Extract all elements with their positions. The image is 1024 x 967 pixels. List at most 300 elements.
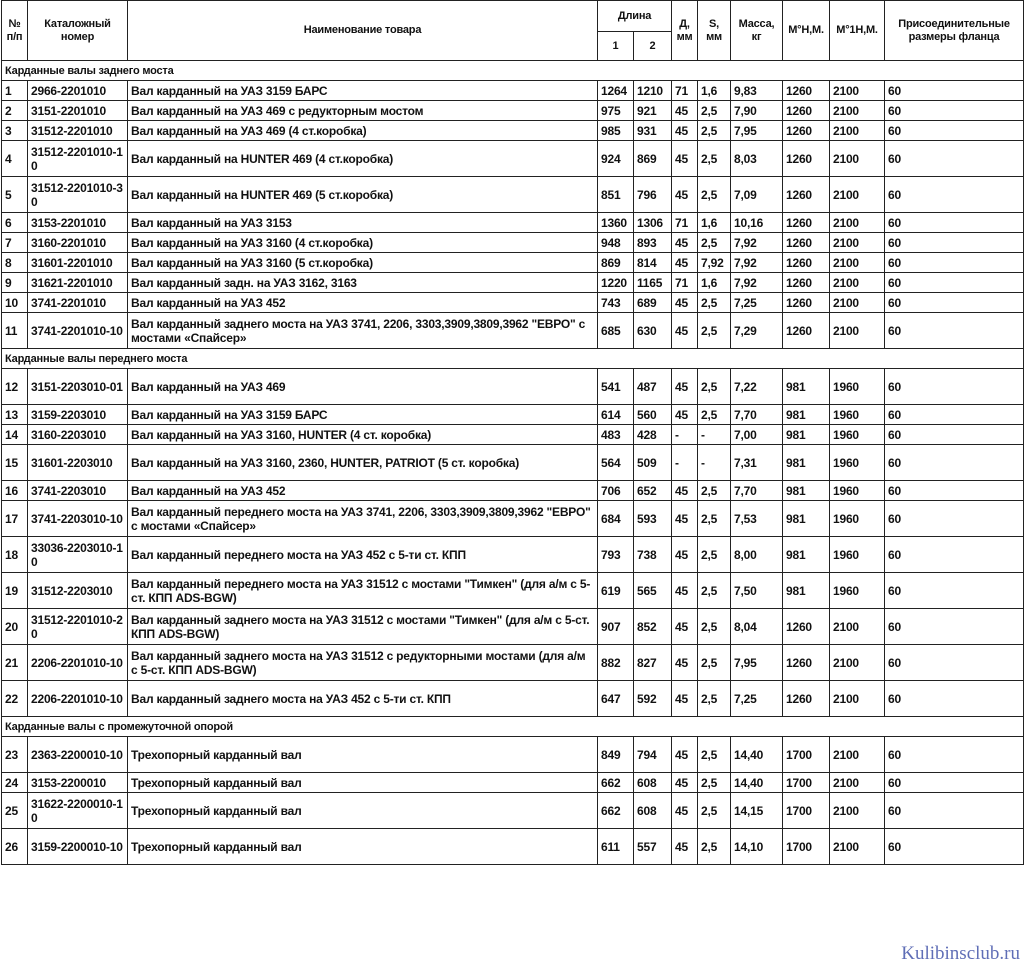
header-catalog: Каталожный номер [28,1,128,61]
cell-mn: 1700 [783,829,830,865]
cell-m1n: 2100 [830,793,885,829]
table-row [2,425,1024,445]
cell-mass: 8,04 [731,609,783,645]
cell-s: 2,5 [698,829,731,865]
cell-mass: 7,53 [731,501,783,537]
cell-len2: 794 [634,737,672,773]
cell-len1: 564 [598,445,634,481]
cell-len1: 907 [598,609,634,645]
header-len1: 1 [598,32,634,61]
cell-mass: 7,95 [731,121,783,141]
cell-flange: 60 [885,81,1024,101]
cell-catalog: 31601-2201010 [28,253,128,273]
table-row [2,609,1024,645]
cell-catalog: 2363-2200010-10 [28,737,128,773]
cell-catalog: 3159-2200010-10 [28,829,128,865]
cell-m1n: 2100 [830,609,885,645]
cell-mn: 981 [783,405,830,425]
cell-num: 21 [2,645,28,681]
table-row [2,369,1024,405]
cell-flange: 60 [885,369,1024,405]
cell-m1n: 2100 [830,273,885,293]
cell-mn: 1700 [783,773,830,793]
cell-mn: 1260 [783,645,830,681]
cell-mn: 981 [783,445,830,481]
cell-mass: 8,00 [731,537,783,573]
cell-flange: 60 [885,645,1024,681]
header-len2: 2 [634,32,672,61]
section-title: Карданные валы заднего моста [2,61,1024,81]
cell-d: - [672,425,698,445]
cell-len1: 483 [598,425,634,445]
cell-name: Трехопорный карданный вал [128,737,598,773]
table-row [2,81,1024,101]
cell-m1n: 1960 [830,481,885,501]
cell-s: 2,5 [698,737,731,773]
cell-len1: 1264 [598,81,634,101]
cell-catalog: 2206-2201010-10 [28,681,128,717]
cell-mn: 1700 [783,737,830,773]
cell-name: Вал карданный на УАЗ 3159 БАРС [128,405,598,425]
cell-d: 45 [672,141,698,177]
cell-s: 2,5 [698,233,731,253]
cell-mn: 981 [783,425,830,445]
table-row [2,293,1024,313]
cell-name: Вал карданный на УАЗ 3153 [128,213,598,233]
cell-flange: 60 [885,829,1024,865]
cell-num: 23 [2,737,28,773]
cell-s: 1,6 [698,213,731,233]
cell-s: - [698,425,731,445]
cell-len1: 948 [598,233,634,253]
cell-name: Вал карданный на УАЗ 3160, 2360, HUNTER, PATRIOT (5 ст. коробка) [128,445,598,481]
cell-catalog: 3151-2201010 [28,101,128,121]
cell-mass: 9,83 [731,81,783,101]
cell-m1n: 2100 [830,829,885,865]
cell-s: 2,5 [698,405,731,425]
cell-mass: 7,22 [731,369,783,405]
cell-mn: 1260 [783,681,830,717]
cell-flange: 60 [885,313,1024,349]
cell-m1n: 1960 [830,425,885,445]
cell-m1n: 2100 [830,313,885,349]
cell-len2: 1165 [634,273,672,293]
cell-name: Вал карданный на УАЗ 3160 (5 ст.коробка) [128,253,598,273]
cell-mn: 1260 [783,141,830,177]
table-row [2,737,1024,773]
header-d: Д, мм [672,1,698,61]
cell-mass: 7,25 [731,293,783,313]
table-row [2,773,1024,793]
cell-catalog: 31622-2200010-10 [28,793,128,829]
cell-len2: 592 [634,681,672,717]
cell-num: 4 [2,141,28,177]
cell-mass: 7,92 [731,233,783,253]
cell-s: 2,5 [698,609,731,645]
cell-d: 45 [672,681,698,717]
cell-len2: 560 [634,405,672,425]
parts-table [1,0,1024,865]
cell-s: 2,5 [698,773,731,793]
cell-len1: 541 [598,369,634,405]
cell-s: 1,6 [698,81,731,101]
cell-name: Трехопорный карданный вал [128,793,598,829]
cell-mass: 7,90 [731,101,783,121]
cell-len2: 593 [634,501,672,537]
cell-d: 45 [672,737,698,773]
cell-d: 45 [672,481,698,501]
cell-s: 2,5 [698,313,731,349]
cell-len1: 619 [598,573,634,609]
cell-flange: 60 [885,481,1024,501]
cell-m1n: 1960 [830,369,885,405]
cell-num: 19 [2,573,28,609]
cell-s: 2,5 [698,369,731,405]
cell-m1n: 2100 [830,737,885,773]
cell-name: Вал карданный на УАЗ 3160, HUNTER (4 ст. коробка) [128,425,598,445]
cell-mn: 981 [783,537,830,573]
cell-num: 16 [2,481,28,501]
table-row [2,273,1024,293]
cell-mn: 1260 [783,177,830,213]
cell-name: Трехопорный карданный вал [128,773,598,793]
cell-catalog: 3741-2203010 [28,481,128,501]
cell-mass: 7,92 [731,273,783,293]
cell-name: Вал карданный на УАЗ 469 с редукторным мостом [128,101,598,121]
cell-d: 45 [672,101,698,121]
cell-s: 2,5 [698,121,731,141]
table-row [2,101,1024,121]
cell-catalog: 31601-2203010 [28,445,128,481]
cell-d: 45 [672,793,698,829]
cell-mass: 7,00 [731,425,783,445]
cell-mn: 1260 [783,273,830,293]
cell-catalog: 31512-2201010-30 [28,177,128,213]
section-row [2,349,1024,369]
cell-d: 45 [672,253,698,273]
cell-flange: 60 [885,573,1024,609]
cell-mn: 981 [783,573,830,609]
cell-num: 11 [2,313,28,349]
cell-catalog: 31512-2201010-10 [28,141,128,177]
cell-len1: 793 [598,537,634,573]
cell-num: 18 [2,537,28,573]
cell-d: 71 [672,213,698,233]
header-name: Наименование товара [128,1,598,61]
cell-flange: 60 [885,537,1024,573]
cell-flange: 60 [885,609,1024,645]
cell-s: - [698,445,731,481]
cell-name: Вал карданный на HUNTER 469 (4 ст.коробка) [128,141,598,177]
cell-d: 45 [672,233,698,253]
cell-mn: 1260 [783,213,830,233]
cell-len2: 608 [634,773,672,793]
cell-catalog: 3153-2200010 [28,773,128,793]
cell-len2: 931 [634,121,672,141]
cell-s: 7,92 [698,253,731,273]
cell-flange: 60 [885,141,1024,177]
table-row [2,481,1024,501]
cell-mass: 14,40 [731,773,783,793]
cell-num: 6 [2,213,28,233]
cell-name: Вал карданный на УАЗ 3160 (4 ст.коробка) [128,233,598,253]
table-row [2,537,1024,573]
header-flange: Присоединительные размеры фланца [885,1,1024,61]
cell-mn: 1260 [783,313,830,349]
cell-len2: 509 [634,445,672,481]
cell-d: 45 [672,573,698,609]
cell-mass: 14,40 [731,737,783,773]
header-s: S, мм [698,1,731,61]
cell-name: Вал карданный на УАЗ 3159 БАРС [128,81,598,101]
cell-catalog: 3159-2203010 [28,405,128,425]
cell-mass: 7,25 [731,681,783,717]
section-row [2,61,1024,81]
cell-name: Вал карданный заднего моста на УАЗ 31512 с мостами "Тимкен" (для а/м с 5-ст. КПП ADS-BGW) [128,609,598,645]
cell-flange: 60 [885,293,1024,313]
section-title: Карданные валы переднего моста [2,349,1024,369]
table-row [2,793,1024,829]
cell-num: 22 [2,681,28,717]
cell-flange: 60 [885,101,1024,121]
cell-flange: 60 [885,793,1024,829]
cell-m1n: 2100 [830,645,885,681]
cell-num: 24 [2,773,28,793]
cell-num: 7 [2,233,28,253]
table-row [2,445,1024,481]
cell-mn: 981 [783,369,830,405]
cell-num: 1 [2,81,28,101]
table-row [2,645,1024,681]
cell-m1n: 2100 [830,141,885,177]
section-title: Карданные валы с промежуточной опорой [2,717,1024,737]
cell-catalog: 2966-2201010 [28,81,128,101]
table-row [2,573,1024,609]
table-row [2,233,1024,253]
cell-len1: 869 [598,253,634,273]
cell-m1n: 2100 [830,101,885,121]
header-mass: Масса, кг [731,1,783,61]
cell-mass: 10,16 [731,213,783,233]
cell-len2: 796 [634,177,672,213]
cell-flange: 60 [885,737,1024,773]
cell-mass: 7,31 [731,445,783,481]
cell-flange: 60 [885,213,1024,233]
cell-flange: 60 [885,121,1024,141]
cell-catalog: 3160-2203010 [28,425,128,445]
cell-name: Вал карданный переднего моста на УАЗ 31512 с мостами "Тимкен" (для а/м с 5-ст. КПП ADS-BGW) [128,573,598,609]
cell-d: - [672,445,698,481]
cell-catalog: 3153-2201010 [28,213,128,233]
cell-flange: 60 [885,177,1024,213]
cell-len2: 428 [634,425,672,445]
cell-mass: 7,95 [731,645,783,681]
cell-d: 45 [672,501,698,537]
cell-mass: 14,10 [731,829,783,865]
cell-len2: 921 [634,101,672,121]
cell-name: Вал карданный на УАЗ 452 [128,481,598,501]
cell-s: 2,5 [698,177,731,213]
cell-name: Вал карданный переднего моста на УАЗ 452 с 5-ти ст. КПП [128,537,598,573]
cell-mn: 1260 [783,609,830,645]
header-num: № п/п [2,1,28,61]
cell-mn: 981 [783,481,830,501]
cell-len2: 630 [634,313,672,349]
cell-d: 71 [672,81,698,101]
header-length: Длина [598,1,672,32]
cell-m1n: 2100 [830,773,885,793]
cell-flange: 60 [885,681,1024,717]
cell-len1: 849 [598,737,634,773]
cell-mn: 1260 [783,101,830,121]
cell-len2: 1210 [634,81,672,101]
table-row [2,405,1024,425]
cell-d: 45 [672,369,698,405]
cell-catalog: 2206-2201010-10 [28,645,128,681]
cell-mn: 981 [783,501,830,537]
cell-catalog: 3741-2201010 [28,293,128,313]
cell-len2: 1306 [634,213,672,233]
header-m1n: М°1Н,М. [830,1,885,61]
cell-num: 2 [2,101,28,121]
cell-name: Вал карданный заднего моста на УАЗ 31512 с редукторными мостами (для а/м с 5-ст. КПП ADS-BGW) [128,645,598,681]
cell-len1: 924 [598,141,634,177]
cell-mn: 1260 [783,233,830,253]
cell-name: Трехопорный карданный вал [128,829,598,865]
cell-mass: 7,70 [731,481,783,501]
cell-catalog: 3160-2201010 [28,233,128,253]
cell-s: 2,5 [698,481,731,501]
cell-len1: 662 [598,793,634,829]
cell-s: 2,5 [698,793,731,829]
cell-s: 2,5 [698,101,731,121]
cell-name: Вал карданный на УАЗ 469 [128,369,598,405]
cell-flange: 60 [885,501,1024,537]
cell-m1n: 1960 [830,445,885,481]
cell-flange: 60 [885,253,1024,273]
cell-catalog: 3741-2203010-10 [28,501,128,537]
cell-num: 25 [2,793,28,829]
cell-m1n: 1960 [830,573,885,609]
cell-num: 10 [2,293,28,313]
cell-name: Вал карданный заднего моста на УАЗ 3741, 2206, 3303,3909,3809,3962 "ЕВРО" с мостами «Спайсер» [128,313,598,349]
table-row [2,121,1024,141]
cell-len2: 827 [634,645,672,681]
cell-mn: 1260 [783,293,830,313]
cell-len2: 869 [634,141,672,177]
cell-flange: 60 [885,405,1024,425]
cell-m1n: 1960 [830,537,885,573]
cell-m1n: 1960 [830,405,885,425]
cell-len1: 975 [598,101,634,121]
cell-d: 45 [672,829,698,865]
cell-name: Вал карданный заднего моста на УАЗ 452 с 5-ти ст. КПП [128,681,598,717]
table-row [2,177,1024,213]
table-row [2,213,1024,233]
cell-num: 12 [2,369,28,405]
cell-d: 45 [672,609,698,645]
cell-s: 1,6 [698,273,731,293]
cell-catalog: 31512-2203010 [28,573,128,609]
cell-m1n: 1960 [830,501,885,537]
cell-name: Вал карданный переднего моста на УАЗ 3741, 2206, 3303,3909,3809,3962 "ЕВРО" с мостами «Спайсер» [128,501,598,537]
cell-name: Вал карданный задн. на УАЗ 3162, 3163 [128,273,598,293]
table-row [2,829,1024,865]
cell-len2: 738 [634,537,672,573]
cell-len2: 814 [634,253,672,273]
cell-num: 5 [2,177,28,213]
cell-num: 17 [2,501,28,537]
cell-s: 2,5 [698,573,731,609]
cell-len2: 652 [634,481,672,501]
cell-flange: 60 [885,425,1024,445]
table-row [2,141,1024,177]
cell-s: 2,5 [698,501,731,537]
cell-len1: 985 [598,121,634,141]
cell-d: 45 [672,313,698,349]
cell-m1n: 2100 [830,177,885,213]
cell-m1n: 2100 [830,121,885,141]
cell-len1: 1360 [598,213,634,233]
cell-mass: 7,92 [731,253,783,273]
table-row [2,501,1024,537]
cell-catalog: 3741-2201010-10 [28,313,128,349]
cell-mn: 1700 [783,793,830,829]
cell-num: 9 [2,273,28,293]
cell-m1n: 2100 [830,253,885,273]
cell-name: Вал карданный на HUNTER 469 (5 ст.коробка) [128,177,598,213]
cell-d: 45 [672,177,698,213]
cell-mass: 7,29 [731,313,783,349]
cell-d: 45 [672,121,698,141]
cell-d: 71 [672,273,698,293]
cell-mass: 14,15 [731,793,783,829]
cell-len1: 647 [598,681,634,717]
cell-d: 45 [672,405,698,425]
table-row [2,313,1024,349]
cell-name: Вал карданный на УАЗ 452 [128,293,598,313]
cell-catalog: 33036-2203010-10 [28,537,128,573]
cell-len1: 684 [598,501,634,537]
cell-m1n: 2100 [830,81,885,101]
cell-mass: 7,70 [731,405,783,425]
watermark: Kulibinsclub.ru [901,943,1020,964]
cell-len1: 1220 [598,273,634,293]
section-row [2,717,1024,737]
cell-d: 45 [672,537,698,573]
cell-len1: 851 [598,177,634,213]
table-row [2,681,1024,717]
cell-catalog: 31621-2201010 [28,273,128,293]
cell-catalog: 31512-2201010-20 [28,609,128,645]
cell-len1: 685 [598,313,634,349]
cell-m1n: 2100 [830,213,885,233]
cell-s: 2,5 [698,681,731,717]
cell-d: 45 [672,645,698,681]
cell-len1: 706 [598,481,634,501]
cell-len2: 565 [634,573,672,609]
cell-s: 2,5 [698,141,731,177]
cell-catalog: 31512-2201010 [28,121,128,141]
cell-num: 15 [2,445,28,481]
cell-len2: 557 [634,829,672,865]
cell-d: 45 [672,293,698,313]
cell-name: Вал карданный на УАЗ 469 (4 ст.коробка) [128,121,598,141]
cell-m1n: 2100 [830,233,885,253]
cell-num: 13 [2,405,28,425]
cell-num: 20 [2,609,28,645]
cell-num: 8 [2,253,28,273]
